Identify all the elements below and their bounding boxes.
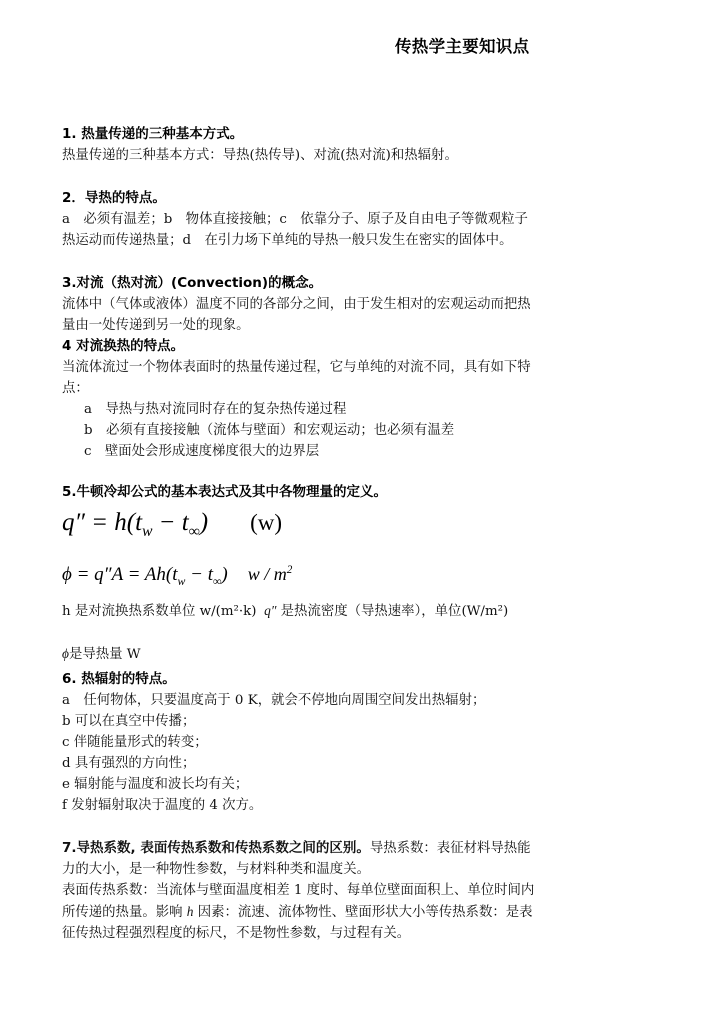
list-item: f 发射辐射取决于温度的 4 次方。 [62, 797, 263, 813]
section-7-line-3: 表面传热系数：当流体与壁面温度相差 1 度时、每单位壁面面积上、单位时间内 [62, 882, 535, 898]
section-3-line-1: 流体中（气体或液体）温度不同的各部分之间，由于发生相对的宏观运动而把热 [62, 297, 531, 312]
list-item: b 可以在真空中传播； [62, 713, 196, 729]
spacer [62, 816, 622, 838]
list-item: e 辐射能与温度和波长均有关； [62, 776, 249, 792]
section-4-heading: 4 对流换热的特点。 [62, 338, 185, 354]
list-item: c 伴随能量形式的转变； [62, 734, 208, 750]
section-4-line-2: 点： [62, 381, 89, 396]
formula-heat-rate-expression: $\phi = q''A = Ah(t_w - t_\infty)$ [62, 564, 228, 588]
spacer [62, 622, 622, 643]
formula-heat-rate-unit-text: w / m [247, 564, 287, 584]
formula-heat-flux [62, 503, 622, 552]
section-thermal-radiation [62, 669, 622, 816]
section-7-line-4-c: 因素：流速、流体物性、壁面形状大小等传热系数：是表 [197, 904, 533, 920]
definition-q: 是热流密度（导热速率），单位(W/m²) [280, 603, 509, 619]
definition-phi: 是导热量 W [68, 646, 141, 662]
document-body [62, 124, 622, 944]
spacer [62, 251, 622, 273]
section-5-heading: 5.牛顿冷却公式的基本表达式及其中各物理量的定义。 [62, 484, 388, 500]
section-convection-concept [62, 273, 622, 336]
formula-heat-rate [62, 552, 622, 600]
section-3-heading: 3.对流（热对流）(Convection)的概念。 [62, 275, 323, 291]
formula-heat-flux-unit: (w) [250, 510, 283, 535]
section-7-line-1: 导热系数：表征材料导热能 [369, 840, 531, 856]
document-title: 传热学主要知识点 [395, 37, 530, 56]
formula-heat-rate-unit: w / $m^2$ [247, 564, 293, 584]
formula-heat-flux-expression: $q'' = h(t_w - t_\infty)$ [62, 509, 209, 540]
list-item: a 任何物体，只要温度高于 0 K，就会不停地向周围空间发出热辐射； [62, 692, 486, 708]
section-heat-transfer-modes [62, 124, 622, 166]
section-2-line-1: a 必须有温差；b 物体直接接触；c 依靠分子、原子及自由电子等微观粒子 [62, 212, 528, 227]
spacer [62, 166, 622, 188]
section-7-line-2: 力的大小，是一种物性参数，与材料种类和温度关。 [62, 861, 370, 877]
list-item: c 壁面处会形成速度梯度很大的边界层 [84, 444, 320, 459]
section-newton-cooling-law [62, 482, 622, 665]
section-6-heading: 6. 热辐射的特点。 [62, 670, 176, 687]
symbol-h: h [186, 903, 194, 919]
section-7-line-5: 征传热过程强烈程度的标尺，不是物性参数，与过程有关。 [62, 925, 411, 941]
section-7-line-4-a: 所传递的热量。影响 [62, 904, 183, 920]
section-2-line-2: 热运动而传递热量；d 在引力场下单纯的导热一般只发生在密实的固体中。 [62, 233, 513, 248]
list-item: b 必须有直接接触（流体与壁面）和宏观运动；也必须有温差 [84, 423, 455, 438]
spacer [62, 462, 622, 482]
section-3-line-2: 量由一处传递到另一处的现象。 [62, 318, 250, 333]
section-convective-heat-transfer [62, 336, 622, 462]
section-coefficients-difference [62, 838, 622, 944]
symbol-q: q″ [260, 602, 277, 618]
section-1-text: 热量传递的三种基本方式：导热(热传导)、对流(热对流)和热辐射。 [62, 148, 458, 163]
section-5-definitions [62, 600, 622, 622]
section-7-first-line [62, 838, 622, 859]
section-4-line-1: 当流体流过一个物体表面时的热量传递过程，它与单纯的对流不同，具有如下特 [62, 360, 531, 375]
section-5-phi-definition [62, 643, 622, 665]
section-2-heading: 2．导热的特点。 [62, 190, 166, 206]
section-7-heading: 7.导热系数, 表面传热系数和传热系数之间的区别。 [62, 839, 370, 856]
section-7-line-4 [62, 901, 622, 923]
list-item: d 具有强烈的方向性； [62, 755, 196, 771]
section-1-heading: 1. 热量传递的三种基本方式。 [62, 126, 244, 142]
section-conduction-features [62, 188, 622, 251]
symbol-phi: ϕ [62, 645, 69, 661]
definition-h: h 是对流换热系数单位 w/(m²·k) [62, 603, 257, 619]
list-item: a 导热与热对流同时存在的复杂热传递过程 [84, 402, 347, 417]
